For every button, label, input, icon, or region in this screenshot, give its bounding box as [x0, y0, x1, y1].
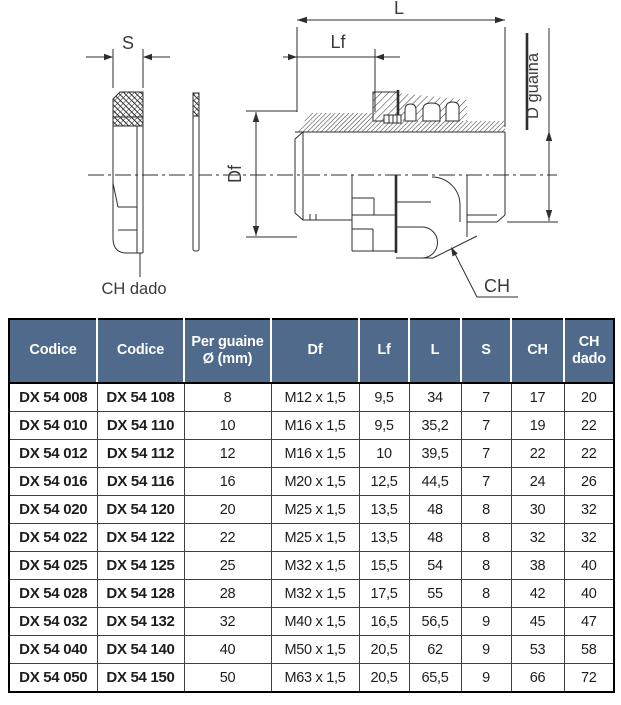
column-header: Codice: [97, 319, 184, 383]
dim-l-label: L: [393, 0, 405, 18]
table-cell: 35,2: [409, 412, 461, 440]
table-cell: 10: [184, 412, 271, 440]
table-row: [9, 496, 614, 524]
column-header: CH: [511, 319, 564, 383]
table-cell: DX 54 010: [9, 412, 97, 440]
table-cell: 8: [461, 524, 511, 552]
table-cell: 65,5: [409, 664, 461, 693]
table-cell: 9: [461, 636, 511, 664]
table-cell: DX 54 040: [9, 636, 97, 664]
table-cell: DX 54 125: [97, 552, 184, 580]
table-cell: DX 54 008: [9, 383, 97, 412]
table-cell: 47: [564, 608, 614, 636]
technical-drawing: [0, 0, 621, 312]
table-row: [9, 524, 614, 552]
table-cell: 26: [564, 468, 614, 496]
table-cell: 40: [184, 636, 271, 664]
table-cell: 8: [461, 496, 511, 524]
table-cell: M63 x 1,5: [271, 664, 359, 693]
table-row: [9, 412, 614, 440]
table-cell: M25 x 1,5: [271, 524, 359, 552]
table-cell: M32 x 1,5: [271, 552, 359, 580]
table-cell: DX 54 050: [9, 664, 97, 693]
table-cell: 15,5: [359, 552, 409, 580]
table-cell: 40: [564, 552, 614, 580]
table-cell: 45: [511, 608, 564, 636]
column-header: Codice: [9, 319, 97, 383]
dimensions-table: [8, 318, 615, 693]
table-cell: 17,5: [359, 580, 409, 608]
table-cell: 48: [409, 496, 461, 524]
washer: [193, 93, 199, 251]
table-row: [9, 608, 614, 636]
dim-lf-label: Lf: [330, 32, 346, 52]
table-cell: 55: [409, 580, 461, 608]
table-cell: 58: [564, 636, 614, 664]
dim-d-guaina: [507, 28, 558, 222]
table-cell: DX 54 110: [97, 412, 184, 440]
dim-df-label: Df: [225, 165, 245, 183]
table-cell: 44,5: [409, 468, 461, 496]
table-cell: 40: [564, 580, 614, 608]
table-cell: 10: [359, 440, 409, 468]
table-cell: 38: [511, 552, 564, 580]
table-row: [9, 636, 614, 664]
dim-s: [86, 33, 170, 88]
table-cell: M20 x 1,5: [271, 468, 359, 496]
table-cell: 48: [409, 524, 461, 552]
ch-dado-label: CH dado: [101, 280, 167, 298]
table-cell: 22: [511, 440, 564, 468]
table-cell: DX 54 112: [97, 440, 184, 468]
table-cell: DX 54 132: [97, 608, 184, 636]
table-cell: 17: [511, 383, 564, 412]
table-cell: M25 x 1,5: [271, 496, 359, 524]
table-cell: 20: [564, 383, 614, 412]
table-cell: M16 x 1,5: [271, 412, 359, 440]
table-cell: 39,5: [409, 440, 461, 468]
table-cell: 9,5: [359, 412, 409, 440]
table-cell: DX 54 012: [9, 440, 97, 468]
table-cell: M40 x 1,5: [271, 608, 359, 636]
gland-body: [295, 90, 505, 258]
column-header: S: [461, 319, 511, 383]
table-cell: 32: [564, 524, 614, 552]
table-cell: 28: [184, 580, 271, 608]
table-cell: 7: [461, 383, 511, 412]
table-cell: DX 54 120: [97, 496, 184, 524]
table-cell: 32: [564, 496, 614, 524]
table-cell: 8: [461, 552, 511, 580]
table-cell: 22: [564, 412, 614, 440]
table-cell: 20: [184, 496, 271, 524]
table-cell: 34: [409, 383, 461, 412]
column-header: L: [409, 319, 461, 383]
table-cell: DX 54 020: [9, 496, 97, 524]
table-cell: 25: [184, 552, 271, 580]
column-header: Lf: [359, 319, 409, 383]
table-cell: 24: [511, 468, 564, 496]
table-row: [9, 552, 614, 580]
table-cell: 9: [461, 608, 511, 636]
table-cell: 66: [511, 664, 564, 693]
table-cell: DX 54 122: [97, 524, 184, 552]
table-cell: DX 54 032: [9, 608, 97, 636]
table-body: [9, 383, 614, 692]
ch-label: CH: [484, 276, 510, 296]
column-header: Df: [271, 319, 359, 383]
column-header: CH dado: [564, 319, 614, 383]
table-cell: 20,5: [359, 636, 409, 664]
table-cell: 8: [184, 383, 271, 412]
table-cell: 8: [461, 580, 511, 608]
table-row: [9, 664, 614, 693]
table-cell: 16,5: [359, 608, 409, 636]
dim-s-label: S: [121, 33, 135, 53]
table-cell: 53: [511, 636, 564, 664]
table-cell: 72: [564, 664, 614, 693]
table-cell: 50: [184, 664, 271, 693]
table-cell: 22: [564, 440, 614, 468]
column-header: Per guaine Ø (mm): [184, 319, 271, 383]
table-cell: DX 54 025: [9, 552, 97, 580]
table-cell: 7: [461, 468, 511, 496]
table-cell: 20,5: [359, 664, 409, 693]
ch-callout: [451, 247, 518, 297]
table-cell: DX 54 150: [97, 664, 184, 693]
table-cell: 22: [184, 524, 271, 552]
table-cell: DX 54 108: [97, 383, 184, 412]
table-cell: DX 54 016: [9, 468, 97, 496]
table-cell: DX 54 028: [9, 580, 97, 608]
table-cell: DX 54 128: [97, 580, 184, 608]
table-cell: M50 x 1,5: [271, 636, 359, 664]
table-cell: M12 x 1,5: [271, 383, 359, 412]
table-cell: M16 x 1,5: [271, 440, 359, 468]
table-row: [9, 383, 614, 412]
table-cell: 62: [409, 636, 461, 664]
table-cell: 56,5: [409, 608, 461, 636]
table-cell: 7: [461, 412, 511, 440]
table-header-row: [9, 319, 614, 383]
table-cell: DX 54 022: [9, 524, 97, 552]
table-row: [9, 440, 614, 468]
table-cell: 7: [461, 440, 511, 468]
dim-df: [225, 111, 297, 237]
table-cell: 30: [511, 496, 564, 524]
table-cell: 12: [184, 440, 271, 468]
table-cell: 9,5: [359, 383, 409, 412]
dim-d-guaina-label: D guaina: [524, 52, 542, 120]
table-cell: 9: [461, 664, 511, 693]
table-cell: DX 54 140: [97, 636, 184, 664]
table-cell: 42: [511, 580, 564, 608]
table-cell: 54: [409, 552, 461, 580]
nut-side-view: [113, 92, 143, 253]
table-cell: 13,5: [359, 524, 409, 552]
table-header: [9, 319, 614, 383]
table-row: [9, 580, 614, 608]
table-cell: 32: [511, 524, 564, 552]
table-cell: 13,5: [359, 496, 409, 524]
table-cell: 12,5: [359, 468, 409, 496]
table-cell: 32: [184, 608, 271, 636]
table-row: [9, 468, 614, 496]
table-cell: M32 x 1,5: [271, 580, 359, 608]
table-cell: DX 54 116: [97, 468, 184, 496]
table-cell: 19: [511, 412, 564, 440]
table-cell: 16: [184, 468, 271, 496]
ch-dado-callout: [101, 253, 166, 298]
